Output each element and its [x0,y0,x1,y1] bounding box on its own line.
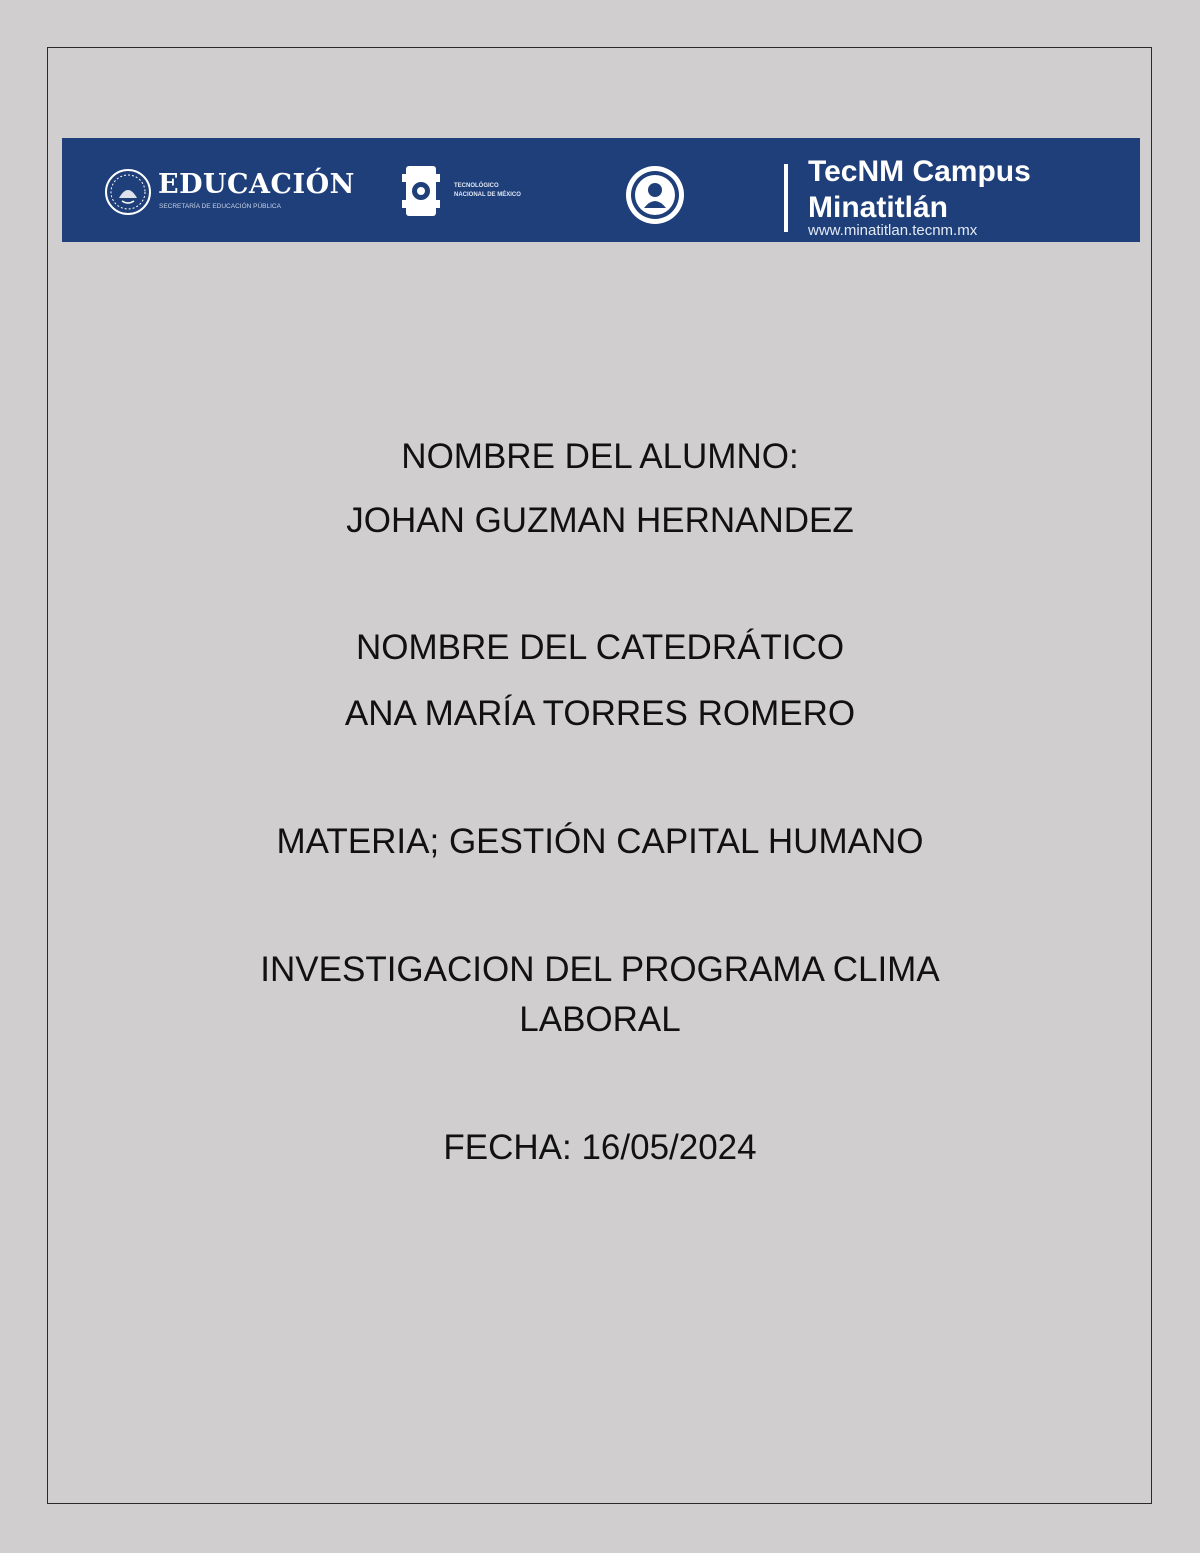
education-title: EDUCACIÓN [158,169,355,200]
banner-divider [784,164,788,232]
date: FECHA: 16/05/2024 [443,1128,757,1167]
campus-url: www.minatitlan.tecnm.mx [808,222,978,239]
student-label: NOMBRE DEL ALUMNO: [401,437,799,476]
mexico-coat-of-arms-icon [104,168,152,216]
student-name: JOHAN GUZMAN HERNANDEZ [346,501,854,540]
campus-name-line-2: Minatitlán [808,191,948,224]
tecnm-line-2: NACIONAL DE MÉXICO [454,192,521,198]
subject: MATERIA; GESTIÓN CAPITAL HUMANO [276,822,924,861]
institution-banner [62,138,1140,242]
campus-seal-icon [624,164,686,226]
teacher-label: NOMBRE DEL CATEDRÁTICO [355,628,845,667]
tecnm-gear-logo-icon [402,162,446,220]
campus-name [808,154,1031,226]
tecnm-wordmark [454,182,521,200]
document-title-line-1: INVESTIGACION DEL PROGRAMA CLIMA [260,950,940,989]
campus-name-line-1: TecNM Campus [808,155,1031,188]
page-border [47,47,1152,1504]
teacher-name: ANA MARÍA TORRES ROMERO [344,694,856,733]
document-title-line-2: LABORAL [519,1000,681,1039]
education-subtitle: SECRETARÍA DE EDUCACIÓN PÚBLICA [159,203,281,210]
tecnm-line-1: TECNOLÓGICO [454,183,499,189]
